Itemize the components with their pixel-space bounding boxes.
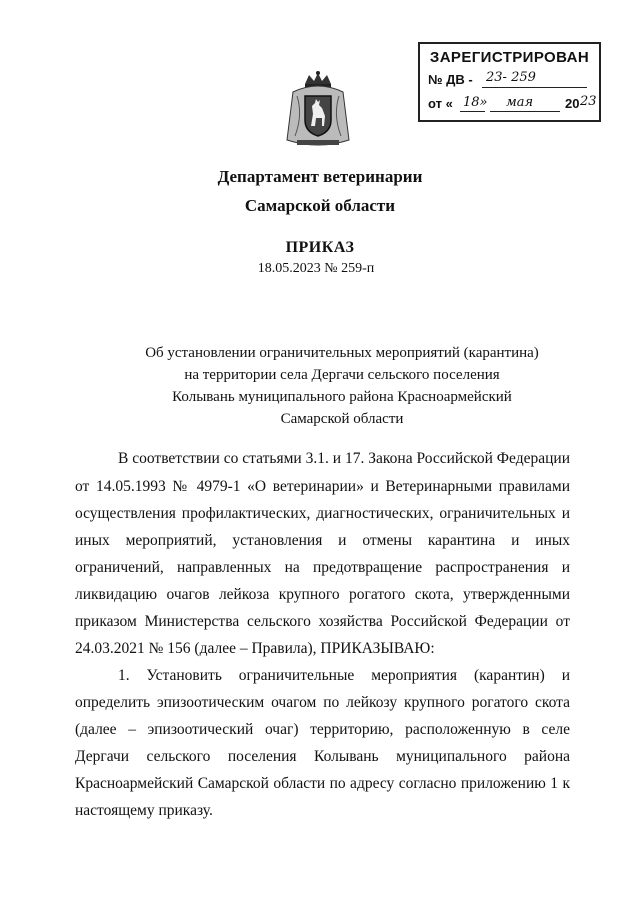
subject-line: на территории села Дергачи сельского поселения	[184, 367, 500, 383]
body-text-line: от 14.05.1993 № 4979-1 «О ветеринарии» и Ветеринарными правилами	[75, 478, 570, 495]
stamp-number-value: 23- 259	[486, 70, 536, 85]
body-text-line: определить эпизоотическим очагом по лейкозу крупного рогатого скота	[75, 694, 570, 711]
body-text-line: В соответствии со статьями 3.1. и 17. Закона Российской Федерации	[118, 450, 570, 467]
subject-line: Самарской области	[280, 411, 404, 427]
stamp-underline	[460, 111, 485, 112]
body-text-line: ликвидацию очагов лейкоза крупного рогатого скота, утвержденными	[75, 586, 570, 603]
stamp-date-day: 18»	[463, 95, 488, 110]
body-text-line: ограничений, направленных на предотвращение распространения и	[75, 559, 570, 576]
stamp-date-year-prefix: 20	[565, 96, 580, 111]
department-name-line2: Самарской области	[244, 196, 396, 215]
body-text-line: Дергачи сельского поселения Колывань муниципального района	[75, 748, 570, 765]
stamp-date-year-suffix: 23	[580, 94, 597, 109]
coat-of-arms-emblem	[283, 70, 353, 150]
body-text-line: 1. Установить ограничительные мероприятия (карантин) и	[118, 667, 570, 684]
stamp-underline	[482, 87, 587, 88]
body-text-line: (далее – эпизоотический очаг) территорию, расположенную в селе	[75, 721, 570, 738]
order-title: ПРИКАЗ	[285, 239, 355, 256]
body-text-line: настоящему приказу.	[75, 802, 213, 819]
stamp-title: ЗАРЕГИСТРИРОВАН	[429, 49, 590, 66]
stamp-date-label: от «	[428, 96, 453, 111]
body-text-line: 24.03.2021 № 156 (далее – Правила), ПРИКАЗЫВАЮ:	[75, 640, 435, 657]
stamp-date-month: мая	[506, 95, 534, 110]
department-name-line1: Департамент ветеринарии	[217, 167, 423, 186]
body-text-line: Красноармейский Самарской области по адресу согласно приложению 1 к	[75, 775, 570, 792]
subject-line: Колывань муниципального района Красноармейский	[172, 389, 512, 405]
body-text-line: осуществления профилактических, диагностических, ограничительных и	[75, 505, 570, 522]
body-text-line: иных мероприятий, установления и отмены карантина и иных	[75, 532, 570, 549]
stamp-underline	[490, 111, 560, 112]
subject-line: Об установлении ограничительных мероприятий (карантина)	[145, 345, 539, 361]
body-text-line: приказом Министерства сельского хозяйства Российской Федерации от	[75, 613, 570, 630]
stamp-number-label: № ДВ -	[428, 72, 473, 87]
registration-stamp	[418, 42, 601, 122]
order-number: 18.05.2023 № 259-п	[257, 261, 375, 276]
